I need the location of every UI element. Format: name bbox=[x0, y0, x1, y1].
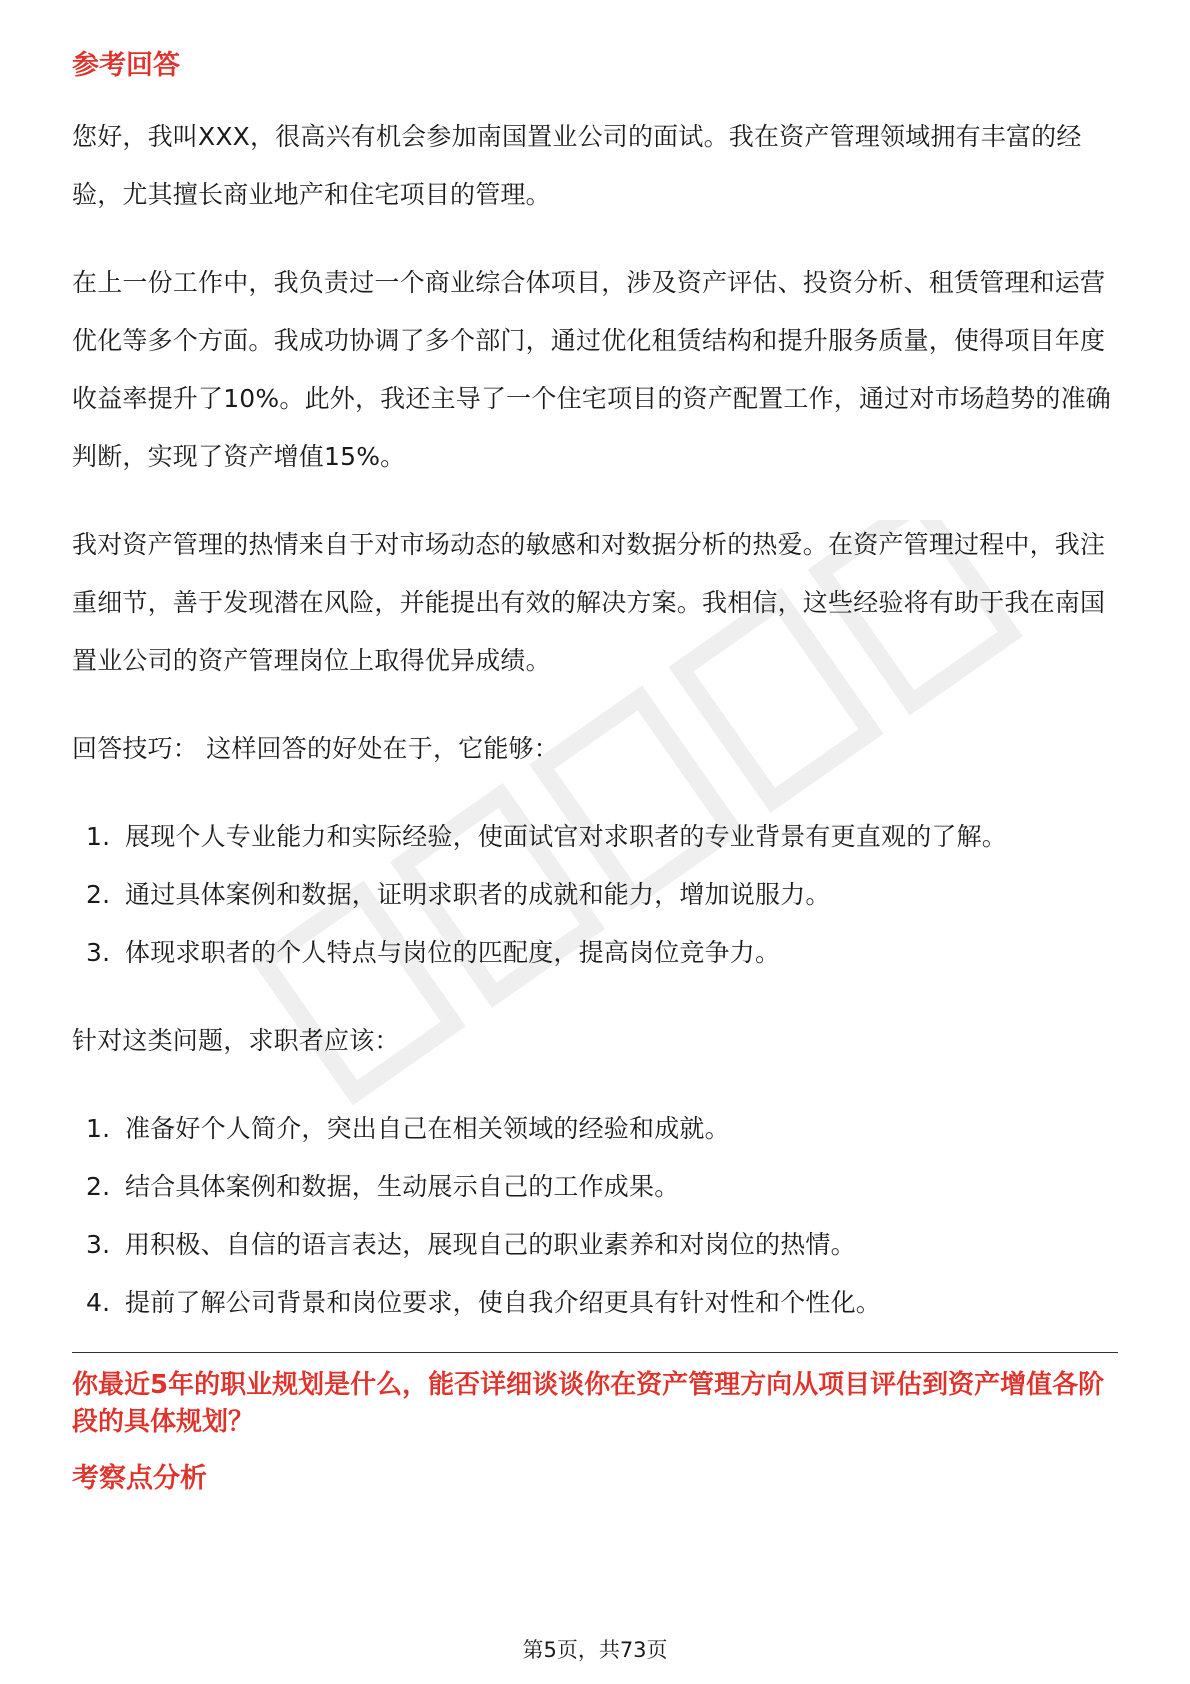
tips-list bbox=[72, 808, 1118, 982]
list-item: 2. 通过具体案例和数据，证明求职者的成就和能力，增加说服力。 bbox=[86, 880, 831, 909]
section-title: 参考回答 bbox=[72, 50, 180, 81]
list-item: 3. 体现求职者的个人特点与岗位的匹配度，提高岗位竞争力。 bbox=[86, 938, 781, 967]
answer-paragraph-3: 我对资产管理的热情来自于对市场动态的敏感和对数据分析的热爱。在资产管理过程中，我注重细节，善于发现潜在风险，并能提出有效的解决方案。我相信，这些经验将有助于我在南国置业公司的资产管理岗位上取得优异成绩。 bbox=[72, 530, 1106, 675]
page-footer: 第5页，共73页 bbox=[522, 1638, 668, 1662]
tips-intro: 回答技巧： 这样回答的好处在于，它能够： bbox=[72, 734, 559, 763]
advice-intro: 针对这类问题，求职者应该： bbox=[72, 1026, 400, 1055]
answer-paragraph-2: 在上一份工作中，我负责过一个商业综合体项目，涉及资产评估、投资分析、租赁管理和运营优化等多个方面。我成功协调了多个部门，通过优化租赁结构和提升服务质量，使得项目年度收益率提升了10%。此外，我还主导了一个住宅项目的资产配置工作，通过对市场趋势的准确判断，实现了资产增值15%。 bbox=[72, 268, 1111, 471]
next-question: 你最近5年的职业规划是什么，能否详细谈谈你在资产管理方向从项目评估到资产增值各阶段的具体规划？ bbox=[72, 1370, 1105, 1437]
list-item: 1. 准备好个人简介，突出自己在相关领域的经验和成就。 bbox=[86, 1114, 730, 1143]
next-section-title: 考察点分析 bbox=[72, 1463, 207, 1494]
list-item: 3. 用积极、自信的语言表达，展现自己的职业素养和对岗位的热情。 bbox=[86, 1230, 856, 1259]
document-page bbox=[72, 46, 1118, 1499]
list-item: 1. 展现个人专业能力和实际经验，使面试官对求职者的专业背景有更直观的了解。 bbox=[86, 822, 1008, 851]
advice-list bbox=[72, 1100, 1118, 1332]
list-item: 4. 提前了解公司背景和岗位要求，使自我介绍更具有针对性和个性化。 bbox=[86, 1288, 882, 1317]
list-item: 2. 结合具体案例和数据，生动展示自己的工作成果。 bbox=[86, 1172, 680, 1201]
section-divider bbox=[72, 1352, 1118, 1353]
answer-paragraph-1: 您好，我叫XXX，很高兴有机会参加南国置业公司的面试。我在资产管理领域拥有丰富的经验，尤其擅长商业地产和住宅项目的管理。 bbox=[72, 122, 1082, 209]
